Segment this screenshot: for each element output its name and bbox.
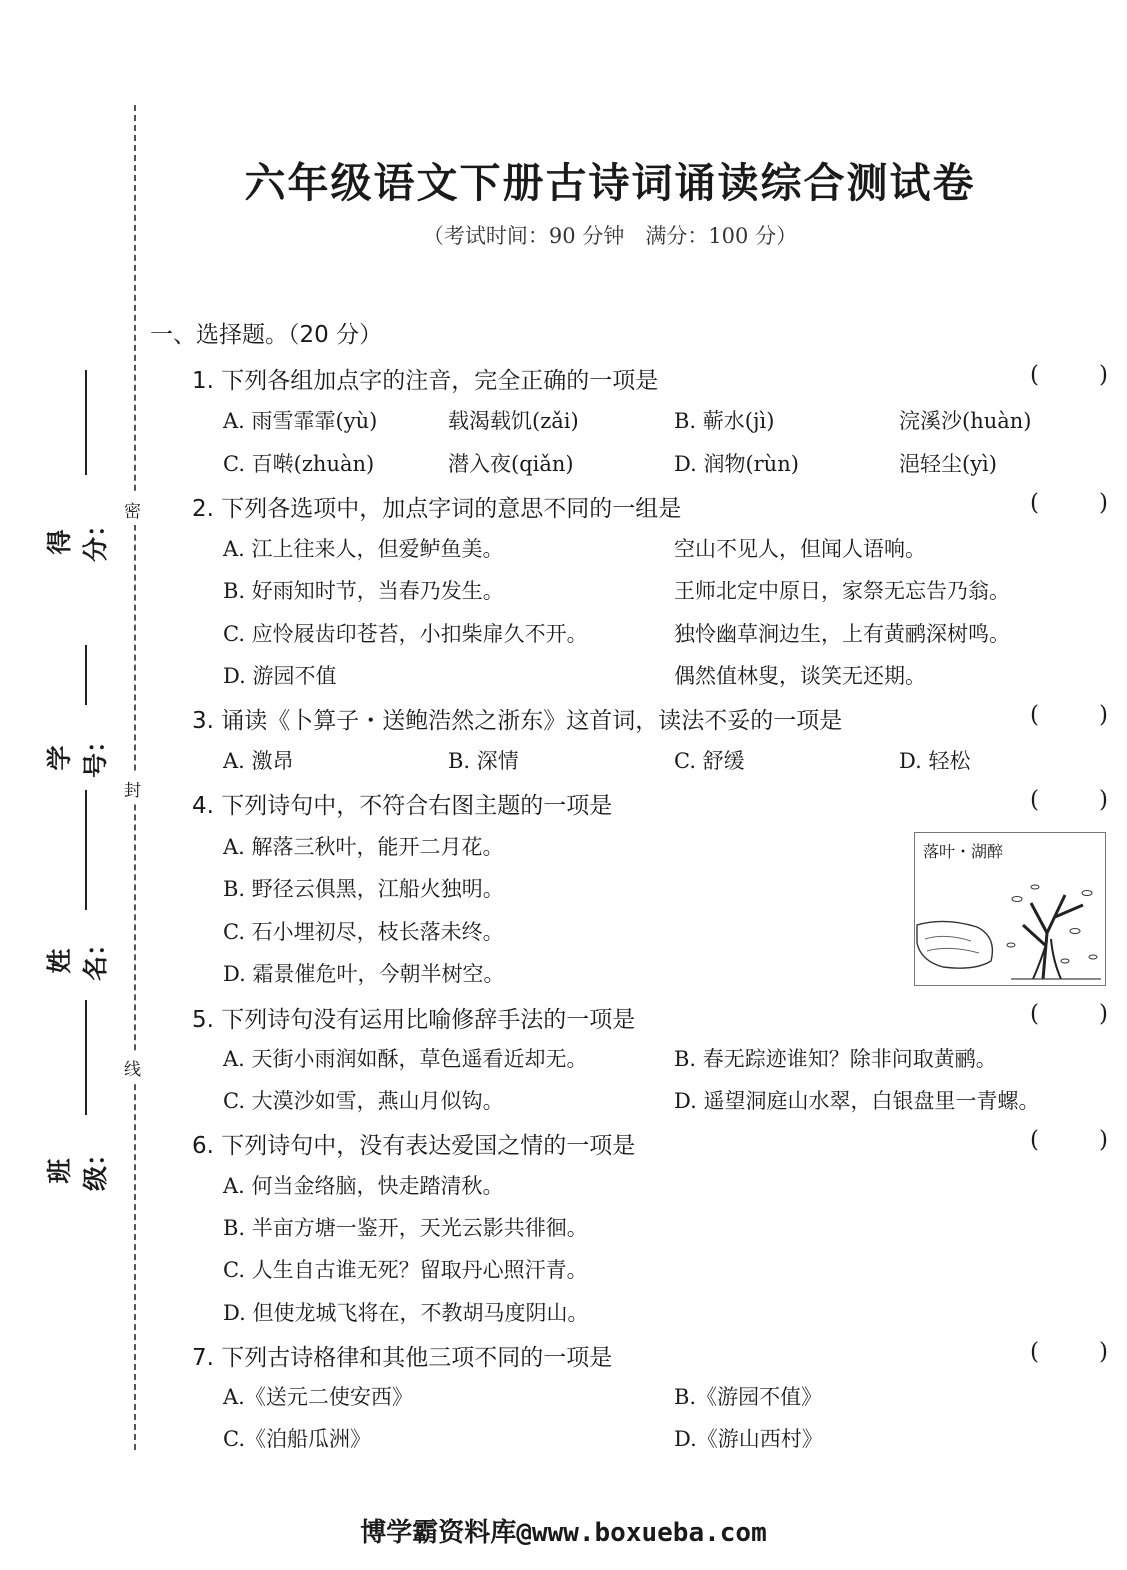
q7-option-d: D.《游山西村》 [674,1427,823,1451]
q1-option-c1: C. 百啭(zhuàn) [223,452,375,476]
q1-option-d1: D. 润物(rùn) [674,452,799,476]
score-blank[interactable] [85,370,87,475]
q2-option-c2: 独怜幽草涧边生，上有黄鹂深树鸣。 [674,622,1010,646]
q3-option-d: D. 轻松 [899,749,971,773]
name-blank[interactable] [85,790,87,910]
student-id-label: 学号： [45,727,110,778]
picture-caption: 落叶・湖醉 [923,842,1004,861]
seal-char-xian: 线 [124,1052,141,1083]
q7-option-a: A.《送元二使安西》 [223,1385,413,1409]
question-4: 4. 下列诗句中，不符合右图主题的一项是 [192,793,613,819]
page-title: 六年级语文下册古诗词诵读综合测试卷 [244,159,976,207]
answer-blank-3[interactable]: ( ) [1030,702,1108,728]
q6-option-c: C. 人生自古谁无死？留取丹心照汗青。 [223,1258,588,1282]
q2-option-d1: D. 游园不值 [223,664,337,688]
q5-option-d: D. 遥望洞庭山水翠，白银盘里一青螺。 [674,1089,1040,1113]
seal-char-mi: 密 [124,494,141,525]
question-7: 7. 下列古诗格律和其他三项不同的一项是 [192,1345,613,1371]
q4-option-b: B. 野径云俱黑，江船火独明。 [223,877,504,901]
q5-option-a: A. 天街小雨润如酥，草色遥看近却无。 [223,1047,588,1071]
q2-option-d2: 偶然值林叟，谈笑无还期。 [674,664,926,688]
class-blank[interactable] [85,1000,87,1115]
q3-option-b: B. 深情 [448,749,519,773]
answer-blank-1[interactable]: ( ) [1030,362,1108,388]
q7-option-c: C.《泊船瓜洲》 [223,1427,371,1451]
q4-option-d: D. 霜景催危叶，今朝半树空。 [223,962,505,986]
q4-option-a: A. 解落三秋叶，能开二月花。 [223,835,504,859]
question-1: 1. 下列各组加点字的注音，完全正确的一项是 [192,368,659,394]
q1-option-b2: 浣溪沙(huàn) [899,409,1032,433]
q2-option-b2: 王师北定中原日，家祭无忘告乃翁。 [674,579,1010,603]
answer-blank-6[interactable]: ( ) [1030,1127,1108,1153]
footer-watermark: 博学霸资料库@www.boxueba.com [360,1518,767,1548]
q1-option-a2: 载渴载饥(zǎi) [448,409,579,433]
answer-blank-7[interactable]: ( ) [1030,1339,1108,1365]
falling-leaves-illustration [914,832,1106,986]
question-3: 3. 诵读《卜算子・送鲍浩然之浙东》这首词，读法不妥的一项是 [192,708,843,734]
q4-option-c: C. 石小埋初尽，枝长落未终。 [223,920,504,944]
section-heading: 一、选择题。（20 分） [150,322,383,348]
q1-option-d2: 浥轻尘(yì) [899,452,997,476]
score-label: 得分： [45,511,110,562]
q6-option-a: A. 何当金络脑，快走踏清秋。 [223,1174,504,1198]
q2-option-a1: A. 江上往来人，但爱鲈鱼美。 [223,537,504,561]
question-5: 5. 下列诗句没有运用比喻修辞手法的一项是 [192,1007,636,1033]
q5-option-b: B. 春无踪迹谁知？除非问取黄鹂。 [674,1047,997,1071]
question-2: 2. 下列各选项中，加点字词的意思不同的一组是 [192,496,682,522]
answer-blank-5[interactable]: ( ) [1030,1001,1108,1027]
q2-option-a2: 空山不见人，但闻人语响。 [674,537,926,561]
q5-option-c: C. 大漠沙如雪，燕山月似钩。 [223,1089,504,1113]
answer-blank-2[interactable]: ( ) [1030,490,1108,516]
q7-option-b: B.《游园不值》 [674,1385,823,1409]
q6-option-b: B. 半亩方塘一鉴开，天光云影共徘徊。 [223,1216,588,1240]
q1-option-a1: A. 雨雪霏霏(yù) [223,409,378,433]
q2-option-b1: B. 好雨知时节，当春乃发生。 [223,579,504,603]
seal-char-feng: 封 [124,773,141,804]
q3-option-a: A. 激昂 [223,749,294,773]
name-label: 姓名： [45,930,110,981]
q1-option-b1: B. 蕲水(jì) [674,409,775,433]
exam-info: （考试时间：90 分钟 满分：100 分） [422,224,798,248]
student-id-blank[interactable] [85,645,87,705]
q3-option-c: C. 舒缓 [674,749,745,773]
class-label: 班级： [45,1140,110,1191]
q1-option-c2: 潜入夜(qiǎn) [448,452,574,476]
q6-option-d: D. 但使龙城飞将在，不教胡马度阴山。 [223,1301,589,1325]
q2-option-c1: C. 应怜屐齿印苍苔，小扣柴扉久不开。 [223,622,588,646]
question-6: 6. 下列诗句中，没有表达爱国之情的一项是 [192,1133,636,1159]
answer-blank-4[interactable]: ( ) [1030,787,1108,813]
